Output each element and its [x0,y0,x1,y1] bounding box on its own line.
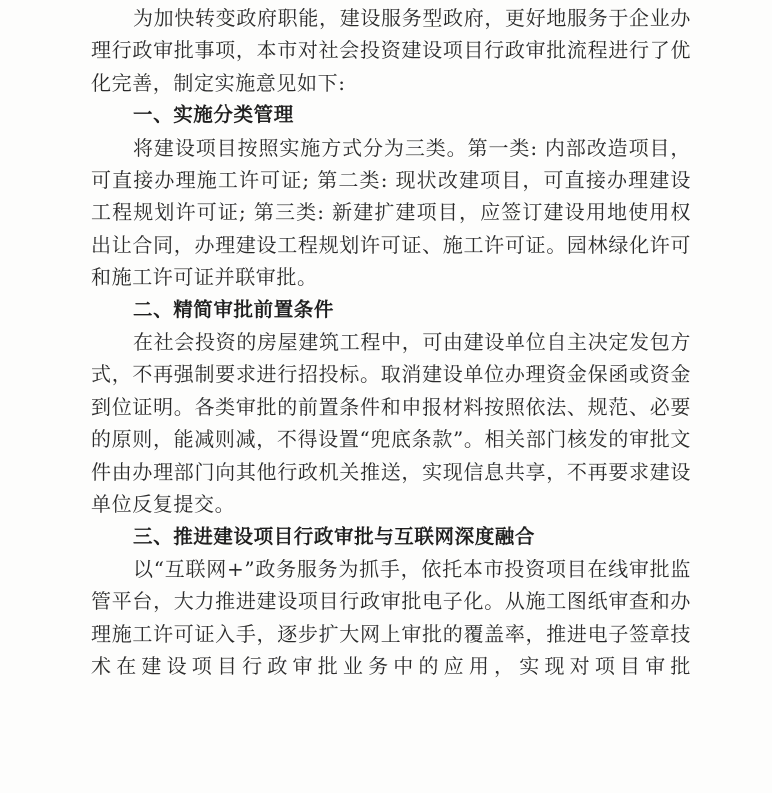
intro-paragraph: 为加快转变政府职能，建设服务型政府，更好地服务于企业办理行政审批事项，本市对社会投资建设项目行政审批流程进行了优化完善，制定实施意见如下: [91,6,691,95]
section-2-paragraph: 在社会投资的房屋建筑工程中，可由建设单位自主决定发包方式，不再强制要求进行招投标。取消建设单位办理资金保函或资金到位证明。各类审批的前置条件和申报材料按照依法、规范、必要的原则，能减则减，不得设置“兜底条款”。相关部门核发的审批文件由办理部门向其他行政机关推送，实现信息共享，不再要求建设单位反复提交。 [91,330,691,517]
document-body [91,2,691,683]
section-3-paragraph: 以“互联网+”政务服务为抓手，依托本市投资项目在线审批监管平台，大力推进建设项目行政审批电子化。从施工图纸审查和办理施工许可证入手，逐步扩大网上审批的覆盖率，推进电子签章技术在建设项目行政审批业务中的应用，实现对项目审批 [91,556,691,679]
section-3-heading: 三、推进建设项目行政审批与互联网深度融合 [133,524,536,548]
section-1-paragraph: 将建设项目按照实施方式分为三类。第一类: 内部改造项目，可直接办理施工许可证; 第二类: 现状改建项目，可直接办理建设工程规划许可证; 第三类: 新建扩建项目，应签订建设用地使用权出让合同，办理建设工程规划许可证、施工许可证。园林绿化许可和施工许可证并联审批。 [91,135,691,290]
section-1-heading: 一、实施分类管理 [133,103,294,127]
section-2-heading: 二、精简审批前置条件 [133,297,335,321]
